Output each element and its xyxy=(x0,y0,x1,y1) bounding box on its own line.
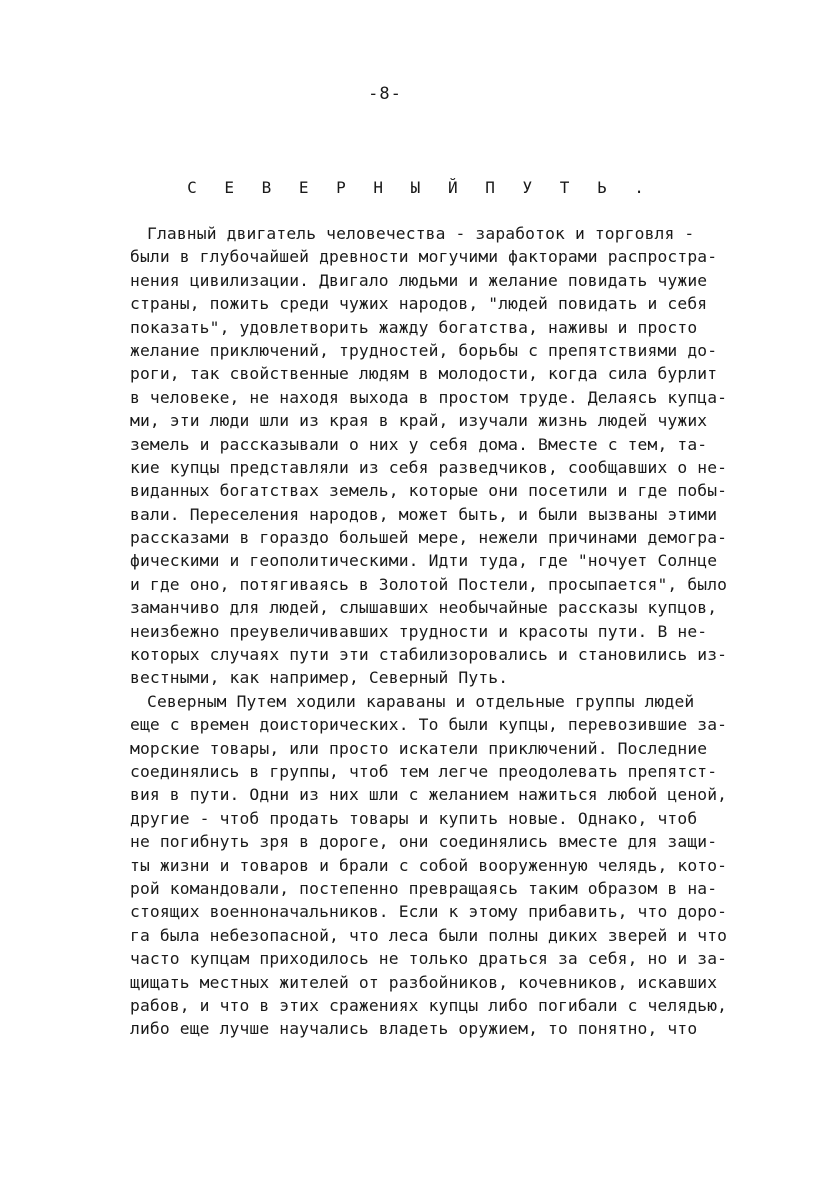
text-line: часто купцам приходилось не только драться за себя, но и за- xyxy=(130,949,728,969)
text-line: другие - чтоб продать товары и купить новые. Однако, чтоб xyxy=(130,808,698,828)
text-line: га была небезопасной, что леса были полны диких зверей и что xyxy=(130,925,728,945)
text-line: вия в пути. Одни из них шли с желанием нажиться любой ценой, xyxy=(130,785,728,805)
text-line: виданных богатствах земель, которые они посетили и где побы- xyxy=(130,481,728,501)
page-number: -8- xyxy=(368,84,402,104)
text-line: ты жизни и товаров и брали с собой вооруженную челядь, кото- xyxy=(130,855,728,875)
text-line: желание приключений, трудностей, борьбы с препятствиями до- xyxy=(130,340,718,360)
text-line: Северным Путем ходили караваны и отдельные группы людей xyxy=(147,691,695,711)
text-line: страны, пожить среди чужих народов, "людей повидать и себя xyxy=(130,294,708,314)
text-line: показать", удовлетворить жажду богатства, наживы и просто xyxy=(130,317,698,337)
text-line: рассказами в гораздо большей мере, нежели причинами демогра- xyxy=(130,528,728,548)
chapter-title: С Е В Е Р Н Ы Й П У Т Ь . xyxy=(187,178,653,197)
text-line: рабов, и что в этих сражениях купцы либо погибали с челядью, xyxy=(130,995,728,1015)
text-line: заманчиво для людей, слышавших необычайные рассказы купцов, xyxy=(130,598,718,618)
text-line: в человеке, не находя выхода в простом труде. Делаясь купца- xyxy=(130,387,728,407)
text-line: соединялись в группы, чтоб тем легче преодолевать препятст- xyxy=(130,761,718,781)
text-line: нения цивилизации. Двигало людьми и желание повидать чужие xyxy=(130,270,708,290)
text-line: рой командовали, постепенно превращаясь таким образом в на- xyxy=(130,878,718,898)
body-text xyxy=(130,222,730,1041)
text-line: которых случаях пути эти стабилизоровались и становились из- xyxy=(130,645,728,665)
text-line: еще с времен доисторических. То были купцы, перевозившие за- xyxy=(130,715,728,735)
text-line: не погибнуть зря в дороге, они соединялись вместе для защи- xyxy=(130,832,718,852)
paragraph-2 xyxy=(130,690,730,1041)
text-line: щищать местных жителей от разбойников, кочевников, искавших xyxy=(130,972,718,992)
text-line: вали. Переселения народов, может быть, и были вызваны этими xyxy=(130,504,718,524)
text-line: роги, так свойственные людям в молодости, когда сила бурлит xyxy=(130,364,718,384)
text-line: морские товары, или просто искатели приключений. Последние xyxy=(130,738,708,758)
text-line: и где оно, потягиваясь в Золотой Постели, просыпается", было xyxy=(130,574,728,594)
text-line: стоящих военноначальников. Если к этому прибавить, что доро- xyxy=(130,902,728,922)
text-line: были в глубочайшей древности могучими факторами распростра- xyxy=(130,247,718,267)
text-line: земель и рассказывали о них у себя дома. Вместе с тем, та- xyxy=(130,434,708,454)
text-line: вестными, как например, Северный Путь. xyxy=(130,668,509,688)
text-line: ми, эти люди шли из края в край, изучали жизнь людей чужих xyxy=(130,411,708,431)
text-line: кие купцы представляли из себя разведчиков, сообщавших о не- xyxy=(130,457,728,477)
text-line: неизбежно преувеличивавших трудности и красоты пути. В не- xyxy=(130,621,708,641)
text-line: фическими и геополитическими. Идти туда, где "ночует Солнце xyxy=(130,551,718,571)
paragraph-1 xyxy=(130,222,730,690)
text-line: Главный двигатель человечества - заработок и торговля - xyxy=(147,224,695,243)
text-line: либо еще лучше научались владеть оружием, то понятно, что xyxy=(130,1019,698,1039)
